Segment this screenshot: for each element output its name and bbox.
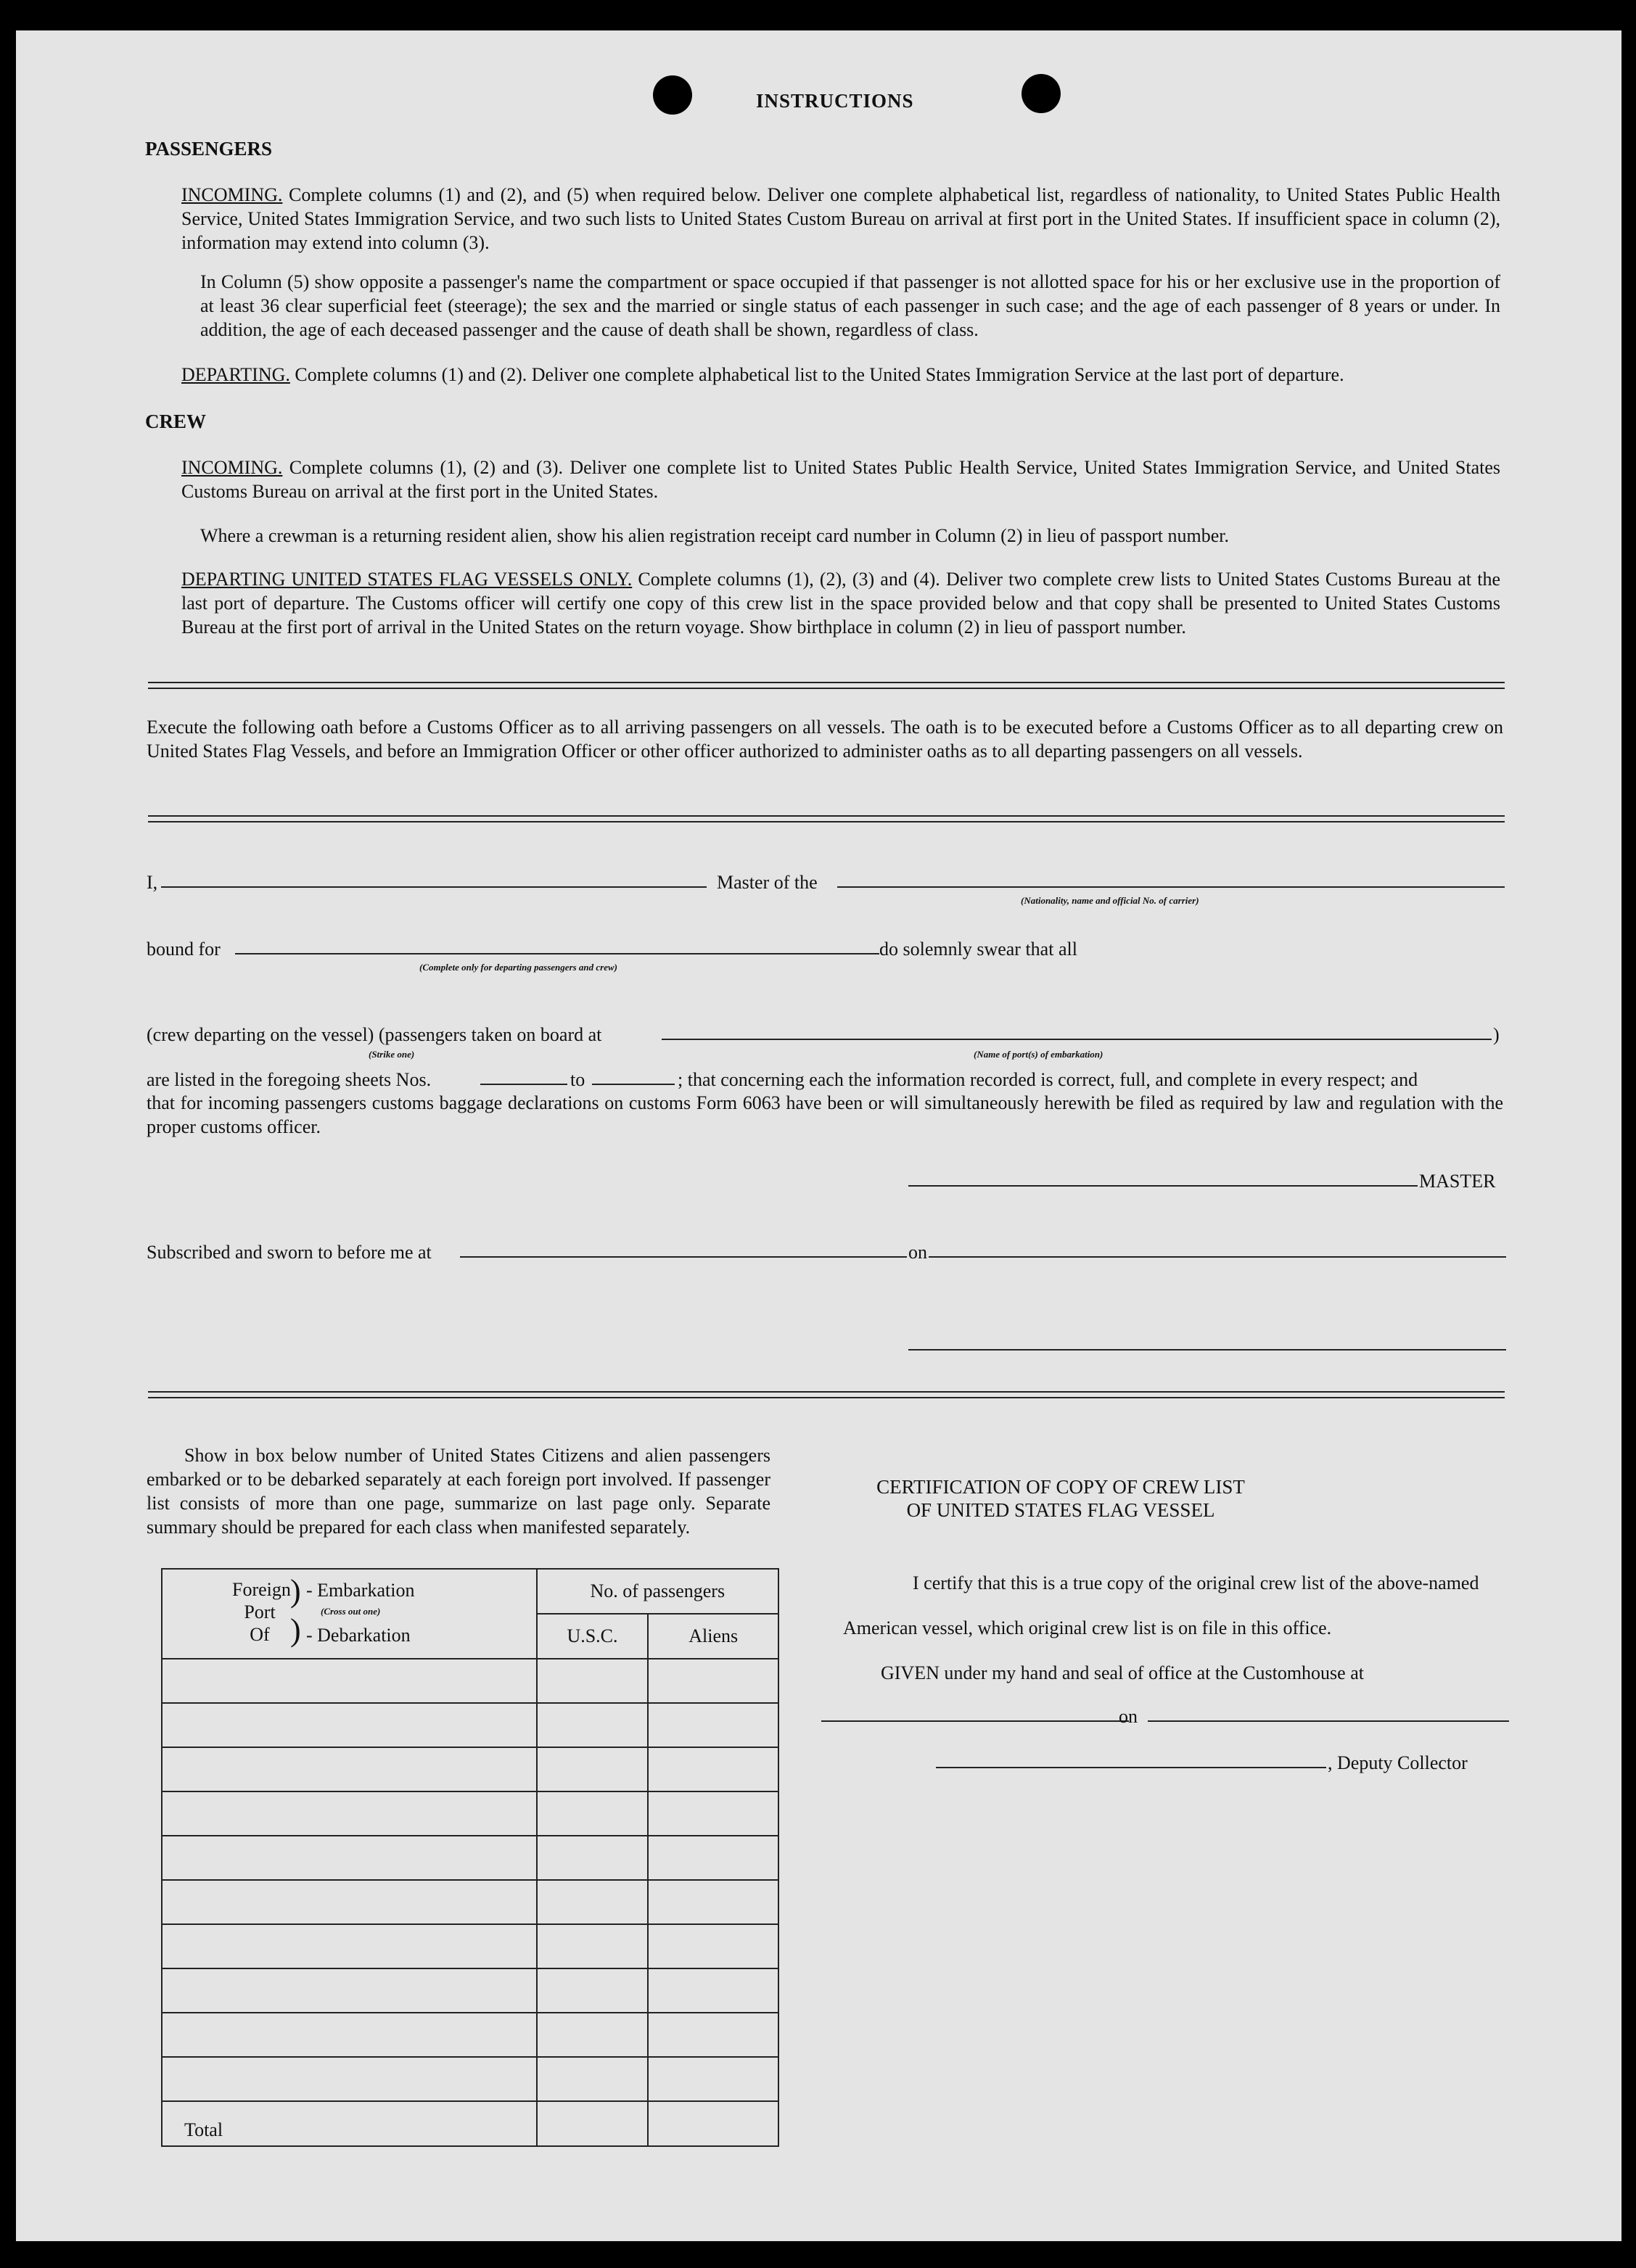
page-title: INSTRUCTIONS <box>756 90 914 112</box>
deputy-collector-signature-field[interactable] <box>936 1767 1326 1768</box>
sheet-from-field[interactable] <box>480 1084 567 1085</box>
port-cell[interactable] <box>162 2057 537 2101</box>
brace-bottom: ) <box>290 1612 301 1648</box>
usc-cell[interactable] <box>537 1836 649 1880</box>
listed-statement: ; that concerning each the information recorded is correct, full, and complete in every respect; and <box>678 1069 1418 1090</box>
oath-i-label: I, <box>147 872 158 893</box>
aliens-cell[interactable] <box>648 1924 778 1968</box>
table-row <box>162 1924 778 1968</box>
port-cell[interactable] <box>162 1836 537 1880</box>
port-cell[interactable] <box>162 1924 537 1968</box>
master-of-the-label: Master of the <box>717 872 818 893</box>
form-page <box>16 30 1621 2241</box>
crew-departing-paragraph <box>181 567 1500 639</box>
usc-cell[interactable] <box>537 1659 649 1703</box>
passengers-departing-paragraph <box>181 363 1500 387</box>
master-label: MASTER <box>1419 1171 1496 1192</box>
crew-heading: CREW <box>145 411 207 432</box>
crew-resident-paragraph: Where a crewman is a returning resident alien, show his alien registration receipt card number in Column (2) in lieu of passport number. <box>200 525 1230 546</box>
bound-for-label: bound for <box>147 939 221 960</box>
passengers-column5-paragraph: In Column (5) show opposite a passenger's name the compartment or space occupied if that passenger is not allotted space for his or her exclusive use in the proportion of at least 36 clear superficial feet (steerage); the sex and the married or single status of each passenger in such case; and the age of each passenger of 8 years or under. In addition, the age of each deceased passenger and the cause of death shall be shown, regardless of class. <box>200 271 1500 340</box>
crew-departing-label: DEPARTING UNITED STATES FLAG VESSELS ONLY. <box>181 569 633 590</box>
aliens-cell[interactable] <box>648 1791 778 1836</box>
table-row <box>162 1968 778 2013</box>
port-cell[interactable] <box>162 1880 537 1924</box>
crew-departing-label: (crew departing on the vessel) (passengers taken on board at <box>147 1024 602 1045</box>
usc-cell[interactable] <box>537 1747 649 1791</box>
section-divider <box>148 682 1505 689</box>
embarkation-label: - Embarkation <box>306 1580 415 1601</box>
aliens-header: Aliens <box>648 1614 778 1659</box>
passengers-incoming-label: INCOMING. <box>181 184 283 205</box>
ports-of-embarkation-field[interactable] <box>662 1039 1492 1040</box>
total-row <box>162 2101 778 2146</box>
cross-out-note: (Cross out one) <box>321 1606 381 1617</box>
master-name-field[interactable] <box>161 886 707 888</box>
table-row <box>162 2013 778 2057</box>
usc-cell[interactable] <box>537 1703 649 1747</box>
subscribed-label: Subscribed and sworn to before me at <box>147 1242 432 1263</box>
certification-on-label: on <box>1119 1706 1138 1727</box>
listed-sheets-label: are listed in the foregoing sheets Nos. <box>147 1069 432 1090</box>
close-paren: ) <box>1493 1024 1500 1045</box>
foreign-label: Foreign <box>232 1579 291 1600</box>
punch-hole-right <box>1022 74 1061 113</box>
total-usc-cell[interactable] <box>537 2101 649 2146</box>
punch-hole-left <box>653 75 692 115</box>
do-swear-label: do solemnly swear that all <box>879 939 1077 960</box>
passengers-incoming-text: Complete columns (1) and (2), and (5) when required below. Deliver one complete alphabetical list, regardless of nationality, to United States Public Health Service, United States Immigration Service, and two such lists to United States Custom Bureau on arrival at first port in the United States. If insufficient space in column (2), information may extend into column (3). <box>181 184 1500 253</box>
section-divider <box>148 1391 1505 1398</box>
officer-signature-field[interactable] <box>908 1349 1506 1351</box>
aliens-cell[interactable] <box>648 1880 778 1924</box>
passengers-departing-text: Complete columns (1) and (2). Deliver one complete alphabetical list to the United States Immigration Service at the last port of departure. <box>295 364 1344 385</box>
usc-cell[interactable] <box>537 2013 649 2057</box>
table-row <box>162 2057 778 2101</box>
master-signature-field[interactable] <box>908 1185 1418 1187</box>
usc-cell[interactable] <box>537 2057 649 2101</box>
usc-cell[interactable] <box>537 1968 649 2013</box>
passengers-heading: PASSENGERS <box>145 138 273 160</box>
strike-one-note: (Strike one) <box>369 1049 415 1060</box>
port-cell[interactable] <box>162 1703 537 1747</box>
aliens-cell[interactable] <box>648 1968 778 2013</box>
certification-line-3: GIVEN under my hand and seal of office at the Customhouse at <box>881 1662 1364 1683</box>
subscribed-place-field[interactable] <box>460 1256 907 1258</box>
debarkation-label: - Debarkation <box>306 1625 411 1646</box>
table-row <box>162 1880 778 1924</box>
port-cell[interactable] <box>162 1747 537 1791</box>
listed-statement-continued: that for incoming passengers customs baggage declarations on customs Form 6063 have been or will simultaneously herewith be filed as required by law and regulation with the proper customs officer. <box>147 1092 1503 1137</box>
certification-title-line-1: CERTIFICATION OF COPY OF CREW LIST <box>876 1476 1245 1498</box>
table-row <box>162 1703 778 1747</box>
passenger-summary-table <box>161 1568 779 2147</box>
aliens-cell[interactable] <box>648 1747 778 1791</box>
aliens-cell[interactable] <box>648 2013 778 2057</box>
certification-title <box>829 1475 1293 1522</box>
port-cell[interactable] <box>162 1659 537 1703</box>
customhouse-field[interactable] <box>821 1720 1129 1722</box>
no-of-passengers-header: No. of passengers <box>537 1569 778 1614</box>
table-row <box>162 1659 778 1703</box>
usc-header: U.S.C. <box>537 1614 649 1659</box>
crew-incoming-text: Complete columns (1), (2) and (3). Deliver one complete list to United States Public Health Service, United States Immigration Service, and United States Customs Bureau on arrival at the first port in the United States. <box>181 457 1501 502</box>
sheet-to-field[interactable] <box>592 1084 675 1085</box>
passengers-departing-label: DEPARTING. <box>181 364 290 385</box>
aliens-cell[interactable] <box>648 1703 778 1747</box>
usc-cell[interactable] <box>537 1880 649 1924</box>
bound-for-field[interactable] <box>235 953 879 954</box>
aliens-cell[interactable] <box>648 1836 778 1880</box>
section-divider <box>148 815 1505 822</box>
port-label: Port <box>244 1601 276 1622</box>
crew-departing-text: Complete columns (1), (2), (3) and (4). Deliver two complete crew lists to United States Customs Bureau at the last port of departure. The Customs officer will certify one copy of this crew list in the space provided below and that copy shall be presented to United States Customs Bureau at the first port of arrival in the United States on the return voyage. Show birthplace in column (2) in lieu of passport number. <box>181 569 1501 638</box>
foreign-port-header <box>162 1569 537 1659</box>
oath-intro-paragraph: Execute the following oath before a Customs Officer as to all arriving passengers on all vessels. The oath is to be executed before a Customs Officer as to all departing crew on United States Flag Vessels, and before an Immigration Officer or other officer authorized to administer oaths as to all departing passengers on all vessels. <box>147 717 1503 762</box>
complete-only-note: (Complete only for departing passengers and crew) <box>419 962 617 973</box>
sheet-to-label: to <box>570 1069 585 1090</box>
usc-cell[interactable] <box>537 1791 649 1836</box>
crew-incoming-label: INCOMING. <box>181 457 283 478</box>
table-row <box>162 1747 778 1791</box>
aliens-cell[interactable] <box>648 2057 778 2101</box>
carrier-field[interactable] <box>837 886 1505 888</box>
crew-incoming-paragraph <box>181 455 1500 503</box>
port-cell[interactable] <box>162 1791 537 1836</box>
certification-line-2: American vessel, which original crew list is on file in this office. <box>843 1617 1332 1638</box>
table-row <box>162 1836 778 1880</box>
subscribed-on-label: on <box>908 1242 927 1263</box>
total-aliens-cell[interactable] <box>648 2101 778 2146</box>
brace-top: ) <box>290 1573 301 1609</box>
ports-note: (Name of port(s) of embarkation) <box>974 1049 1103 1060</box>
nationality-note: (Nationality, name and official No. of carrier) <box>1021 895 1199 906</box>
passengers-incoming-paragraph <box>181 183 1500 255</box>
port-cell[interactable] <box>162 2013 537 2057</box>
aliens-cell[interactable] <box>648 1659 778 1703</box>
certification-title-line-2: OF UNITED STATES FLAG VESSEL <box>906 1499 1215 1521</box>
subscribed-date-field[interactable] <box>929 1256 1506 1258</box>
certification-line-1: I certify that this is a true copy of the original crew list of the above-named <box>913 1572 1479 1593</box>
deputy-collector-label: , Deputy Collector <box>1328 1752 1468 1773</box>
table-row <box>162 1791 778 1836</box>
summary-intro: Show in box below number of United States Citizens and alien passengers embarked or to be debarked separately at each foreign port involved. If passenger list consists of more than one page, summarize on last page only. Separate summary should be prepared for each class when manifested separately. <box>147 1445 770 1538</box>
of-label: Of <box>250 1624 270 1645</box>
foreign-port-of-label <box>232 1578 291 1646</box>
usc-cell[interactable] <box>537 1924 649 1968</box>
port-cell[interactable] <box>162 1968 537 2013</box>
certification-date-field[interactable] <box>1148 1720 1509 1722</box>
total-label: Total <box>162 2101 537 2146</box>
